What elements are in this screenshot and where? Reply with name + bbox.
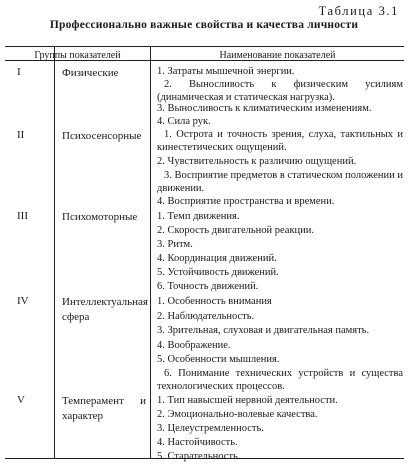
group-name: Физические [62, 67, 119, 79]
header-names: Наименование показателей [219, 50, 336, 61]
group-number: V [17, 394, 25, 406]
list-item: 1. Тип навысшей нервной деятельности. [157, 395, 338, 406]
group-number: I [17, 66, 21, 78]
list-item: 1. Особенность внимания [157, 296, 272, 307]
list-item: 4. Восприятие пространства и времени. [157, 196, 335, 207]
list-item: 3. Выносливость к климатическим изменениям. [157, 103, 372, 114]
list-item: 6. Понимание технических устройств и существа технологических процессов. [157, 368, 403, 393]
column-divider-right [150, 46, 151, 458]
group-number: II [17, 129, 25, 141]
table-title: Профессионально важные свойства и качества личности [49, 19, 359, 31]
table-number: Таблица 3.1 [318, 4, 399, 18]
list-item: 4. Воображение. [157, 340, 231, 351]
group-name: Психосенсорные [62, 130, 142, 142]
list-item: 5. Устойчивость движений. [157, 267, 279, 278]
list-item: 2. Наблюдательность. [157, 311, 255, 322]
list-item: 1. Затраты мышечной энергии. [157, 66, 295, 77]
header-groups: Группы показателей [34, 50, 121, 61]
list-item: 2. Скорость двигательной реакции. [157, 225, 315, 236]
list-item: 2. Чувствительность к различию ощущений. [157, 156, 357, 167]
list-item: 2. Выносливость к физическим усилиям (динамическая и статическая нагрузка). [157, 79, 403, 104]
list-item: 6. Точность движений. [157, 281, 259, 292]
list-item: 1. Темп движения. [157, 211, 240, 222]
list-item: 1. Острота и точность зрения, слуха, тактильных и кинестетических ощущений. [157, 129, 403, 154]
list-item: 3. Ритм. [157, 239, 193, 250]
list-item: 5. Старательность. [157, 451, 241, 462]
list-item: 4. Координация движений. [157, 253, 277, 264]
list-item: 2. Эмоционально-волевые качества. [157, 409, 318, 420]
list-item: 4. Сила рук. [157, 116, 211, 127]
top-border [5, 46, 404, 47]
list-item: 3. Зрительная, слуховая и двигательная память. [157, 325, 370, 336]
list-item: 5. Особенности мышления. [157, 354, 280, 365]
list-item: 3. Целеустремленность. [157, 423, 264, 434]
group-name: Интеллектуальная сфера [62, 296, 148, 323]
group-number: III [17, 210, 28, 222]
group-number: IV [17, 295, 29, 307]
list-item: 3. Восприятие предметов в статическом положении и движении. [157, 170, 403, 195]
column-divider-left [54, 46, 55, 458]
group-name: Темперамент и характер [62, 395, 146, 422]
list-item: 4. Настойчивость. [157, 437, 238, 448]
group-name: Психомоторные [62, 211, 138, 223]
